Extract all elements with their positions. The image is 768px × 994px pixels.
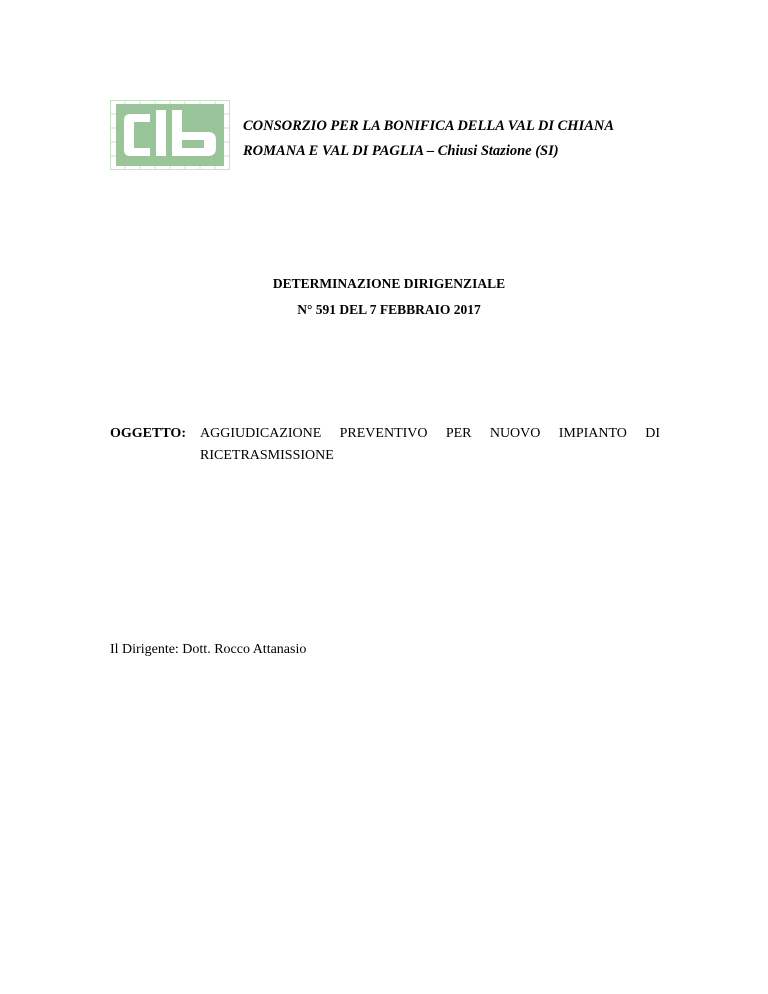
- logo-graphic: [110, 100, 230, 170]
- organization-name-line-2: ROMANA E VAL DI PAGLIA – Chiusi Stazione (SI): [243, 143, 559, 159]
- document-title: DETERMINAZIONE DIRIGENZIALE: [272, 276, 506, 291]
- subject-line-2: RICETRASMISSIONE: [200, 448, 334, 463]
- subject-label: OGGETTO:: [110, 426, 186, 441]
- signatory: Il Dirigente: Dott. Rocco Attanasio: [110, 642, 307, 657]
- consortium-logo: [110, 100, 230, 170]
- organization-name-line-1: CONSORZIO PER LA BONIFICA DELLA VAL DI CHIANA: [243, 118, 615, 134]
- document-number-date: N° 591 DEL 7 FEBBRAIO 2017: [297, 302, 481, 317]
- subject-line-1: AGGIUDICAZIONE PREVENTIVO PER NUOVO IMPIANTO DI: [200, 426, 660, 441]
